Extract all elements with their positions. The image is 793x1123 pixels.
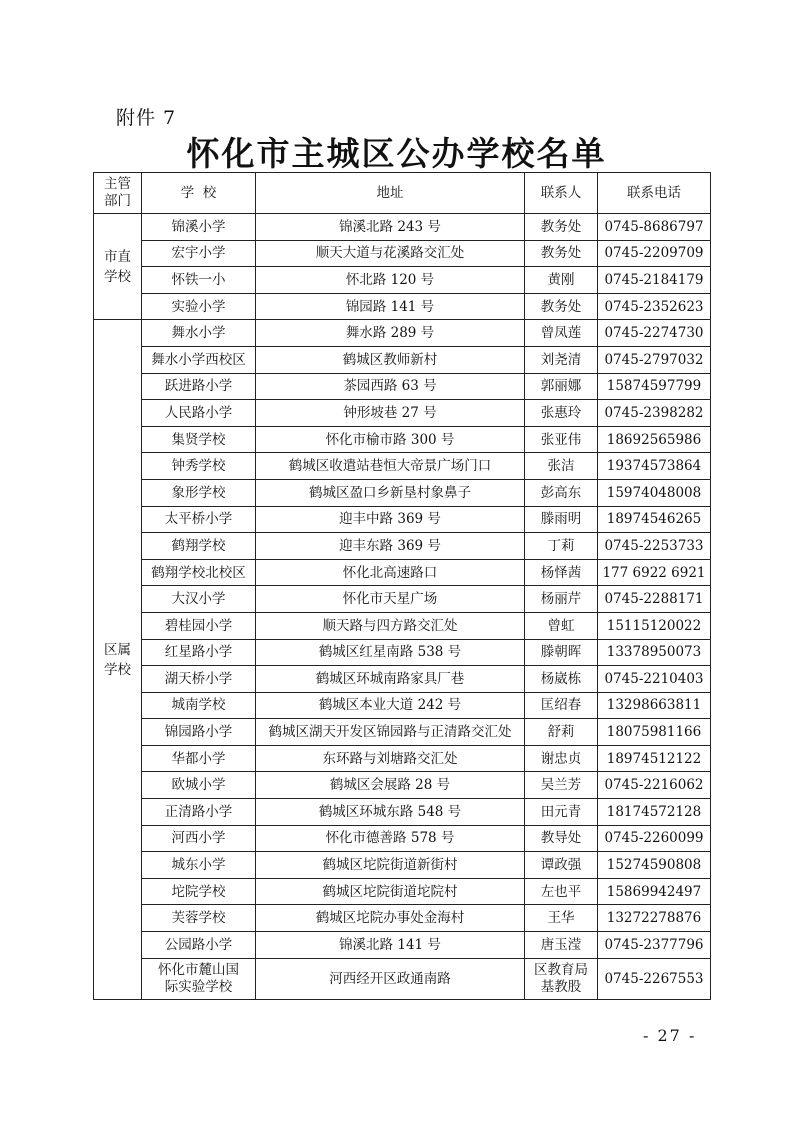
school-cell: 河西小学 [142,825,256,852]
phone-cell: 177 6922 6921 [598,559,711,586]
table-row [94,506,711,533]
phone-cell: 15974048008 [598,479,711,506]
contact-cell: 曾虹 [525,612,598,639]
address-cell: 鹤城区红星南路 538 号 [256,639,525,666]
address-cell: 鹤城区环城南路家具厂巷 [256,666,525,693]
phone-cell: 13378950073 [598,639,711,666]
table-row [94,479,711,506]
phone-cell: 18974512122 [598,745,711,772]
table-body [94,214,711,1000]
address-cell: 顺天路与四方路交汇处 [256,612,525,639]
school-cell: 城南学校 [142,692,256,719]
phone-cell: 0745-2216062 [598,772,711,799]
header-dept: 主管 部门 [94,173,142,214]
contact-cell: 杨崴栋 [525,666,598,693]
school-cell: 湖天桥小学 [142,666,256,693]
table-row [94,453,711,480]
header-phone: 联系电话 [598,173,711,214]
contact-cell: 唐玉滢 [525,932,598,959]
phone-cell: 0745-2210403 [598,666,711,693]
table-row [94,852,711,879]
table-row [94,799,711,826]
table-row [94,612,711,639]
table-row [94,267,711,294]
table-row [94,878,711,905]
school-cell: 集贤学校 [142,426,256,453]
phone-cell: 13298663811 [598,692,711,719]
contact-cell: 丁莉 [525,533,598,560]
school-cell: 坨院学校 [142,878,256,905]
school-cell: 碧桂园小学 [142,612,256,639]
contact-cell: 田元青 [525,799,598,826]
address-cell: 怀北路 120 号 [256,267,525,294]
address-cell: 怀化市榆市路 300 号 [256,426,525,453]
table-row [94,426,711,453]
school-list-table [93,172,711,1000]
address-cell: 鹤城区收遣站巷恒大帝景广场门口 [256,453,525,480]
contact-cell: 郭丽娜 [525,373,598,400]
school-cell: 红星路小学 [142,639,256,666]
school-cell: 舞水小学西校区 [142,346,256,373]
phone-cell: 0745-2274730 [598,320,711,347]
phone-cell: 13272278876 [598,905,711,932]
header-contact: 联系人 [525,173,598,214]
header-address: 地址 [256,173,525,214]
phone-cell: 15274590808 [598,852,711,879]
phone-cell: 18974546265 [598,506,711,533]
table-row [94,373,711,400]
table-row [94,240,711,267]
contact-cell: 曾凤莲 [525,320,598,347]
address-cell: 鹤城区坨院街道坨院村 [256,878,525,905]
table-row [94,772,711,799]
contact-cell: 区教育局基教股 [525,958,598,999]
address-cell: 顺天大道与花溪路交汇处 [256,240,525,267]
table-row [94,958,711,999]
phone-cell: 18692565986 [598,426,711,453]
table-row [94,932,711,959]
table-row [94,586,711,613]
phone-cell: 15869942497 [598,878,711,905]
contact-cell: 教务处 [525,240,598,267]
address-cell: 锦溪北路 243 号 [256,214,525,241]
address-cell: 锦园路 141 号 [256,293,525,320]
contact-cell: 刘尧清 [525,346,598,373]
address-cell: 怀化市德善路 578 号 [256,825,525,852]
phone-cell: 0745-2260099 [598,825,711,852]
phone-cell: 0745-2209709 [598,240,711,267]
phone-cell: 0745-2398282 [598,400,711,427]
address-cell: 鹤城区本业大道 242 号 [256,692,525,719]
contact-cell: 黄刚 [525,267,598,294]
school-cell: 鹤翔学校北校区 [142,559,256,586]
school-cell: 象形学校 [142,479,256,506]
school-cell: 太平桥小学 [142,506,256,533]
address-cell: 钟形坡巷 27 号 [256,400,525,427]
address-cell: 迎丰东路 369 号 [256,533,525,560]
school-cell: 舞水小学 [142,320,256,347]
contact-cell: 滕朝晖 [525,639,598,666]
address-cell: 鹤城区教师新村 [256,346,525,373]
school-cell: 实验小学 [142,293,256,320]
contact-cell: 舒莉 [525,719,598,746]
table-row [94,214,711,241]
phone-cell: 0745-2377796 [598,932,711,959]
school-cell: 大汉小学 [142,586,256,613]
table-header-row [94,173,711,214]
school-cell: 人民路小学 [142,400,256,427]
address-cell: 锦溪北路 141 号 [256,932,525,959]
school-cell: 跃进路小学 [142,373,256,400]
contact-cell: 教务处 [525,214,598,241]
phone-cell: 18174572128 [598,799,711,826]
address-cell: 鹤城区会展路 28 号 [256,772,525,799]
table-row [94,533,711,560]
dept-cell: 区属 学校 [94,320,142,999]
school-cell: 怀化市麓山国际实验学校 [142,958,256,999]
phone-cell: 15874597799 [598,373,711,400]
address-cell: 东环路与刘塘路交汇处 [256,745,525,772]
address-cell: 鹤城区坨院街道新街村 [256,852,525,879]
phone-cell: 19374573864 [598,453,711,480]
phone-cell: 0745-2267553 [598,958,711,999]
table-row [94,719,711,746]
school-cell: 城东小学 [142,852,256,879]
address-cell: 迎丰中路 369 号 [256,506,525,533]
table-row [94,692,711,719]
contact-cell: 谢忠贞 [525,745,598,772]
school-cell: 正清路小学 [142,799,256,826]
phone-cell: 0745-2184179 [598,267,711,294]
table-row [94,346,711,373]
address-cell: 河西经开区政通南路 [256,958,525,999]
contact-cell: 左也平 [525,878,598,905]
school-cell: 宏宇小学 [142,240,256,267]
school-cell: 钟秀学校 [142,453,256,480]
school-cell: 公园路小学 [142,932,256,959]
phone-cell: 18075981166 [598,719,711,746]
document-title: 怀化市主城区公办学校名单 [186,134,607,173]
table-row [94,559,711,586]
school-cell: 怀铁一小 [142,267,256,294]
attachment-label: 附件 7 [116,107,177,129]
address-cell: 鹤城区坨院办事处金海村 [256,905,525,932]
table-row [94,825,711,852]
phone-cell: 0745-2288171 [598,586,711,613]
contact-cell: 杨丽芹 [525,586,598,613]
contact-cell: 滕雨明 [525,506,598,533]
contact-cell: 教导处 [525,825,598,852]
table-row [94,293,711,320]
phone-cell: 0745-8686797 [598,214,711,241]
contact-cell: 张惠玲 [525,400,598,427]
table-row [94,905,711,932]
school-cell: 欧城小学 [142,772,256,799]
address-cell: 舞水路 289 号 [256,320,525,347]
contact-cell: 教务处 [525,293,598,320]
table-row [94,666,711,693]
school-cell: 芙蓉学校 [142,905,256,932]
contact-cell: 匡绍春 [525,692,598,719]
phone-cell: 0745-2797032 [598,346,711,373]
school-cell: 华都小学 [142,745,256,772]
address-cell: 怀化北高速路口 [256,559,525,586]
contact-cell: 张亚伟 [525,426,598,453]
contact-cell: 吴兰芳 [525,772,598,799]
phone-cell: 15115120022 [598,612,711,639]
table-row [94,400,711,427]
table-row [94,320,711,347]
address-cell: 鹤城区湖天开发区锦园路与正清路交汇处 [256,719,525,746]
contact-cell: 张洁 [525,453,598,480]
address-cell: 鹤城区盈口乡新垦村象鼻子 [256,479,525,506]
school-cell: 鹤翔学校 [142,533,256,560]
school-cell: 锦园路小学 [142,719,256,746]
page-number: - 27 - [643,1026,697,1045]
contact-cell: 彭高东 [525,479,598,506]
address-cell: 怀化市天星广场 [256,586,525,613]
contact-cell: 王华 [525,905,598,932]
table-row [94,639,711,666]
address-cell: 鹤城区环城东路 548 号 [256,799,525,826]
dept-cell: 市直 学校 [94,214,142,320]
table-row [94,745,711,772]
address-cell: 茶园西路 63 号 [256,373,525,400]
header-school: 学 校 [142,173,256,214]
contact-cell: 谭政强 [525,852,598,879]
contact-cell: 杨怿茜 [525,559,598,586]
phone-cell: 0745-2253733 [598,533,711,560]
phone-cell: 0745-2352623 [598,293,711,320]
school-cell: 锦溪小学 [142,214,256,241]
